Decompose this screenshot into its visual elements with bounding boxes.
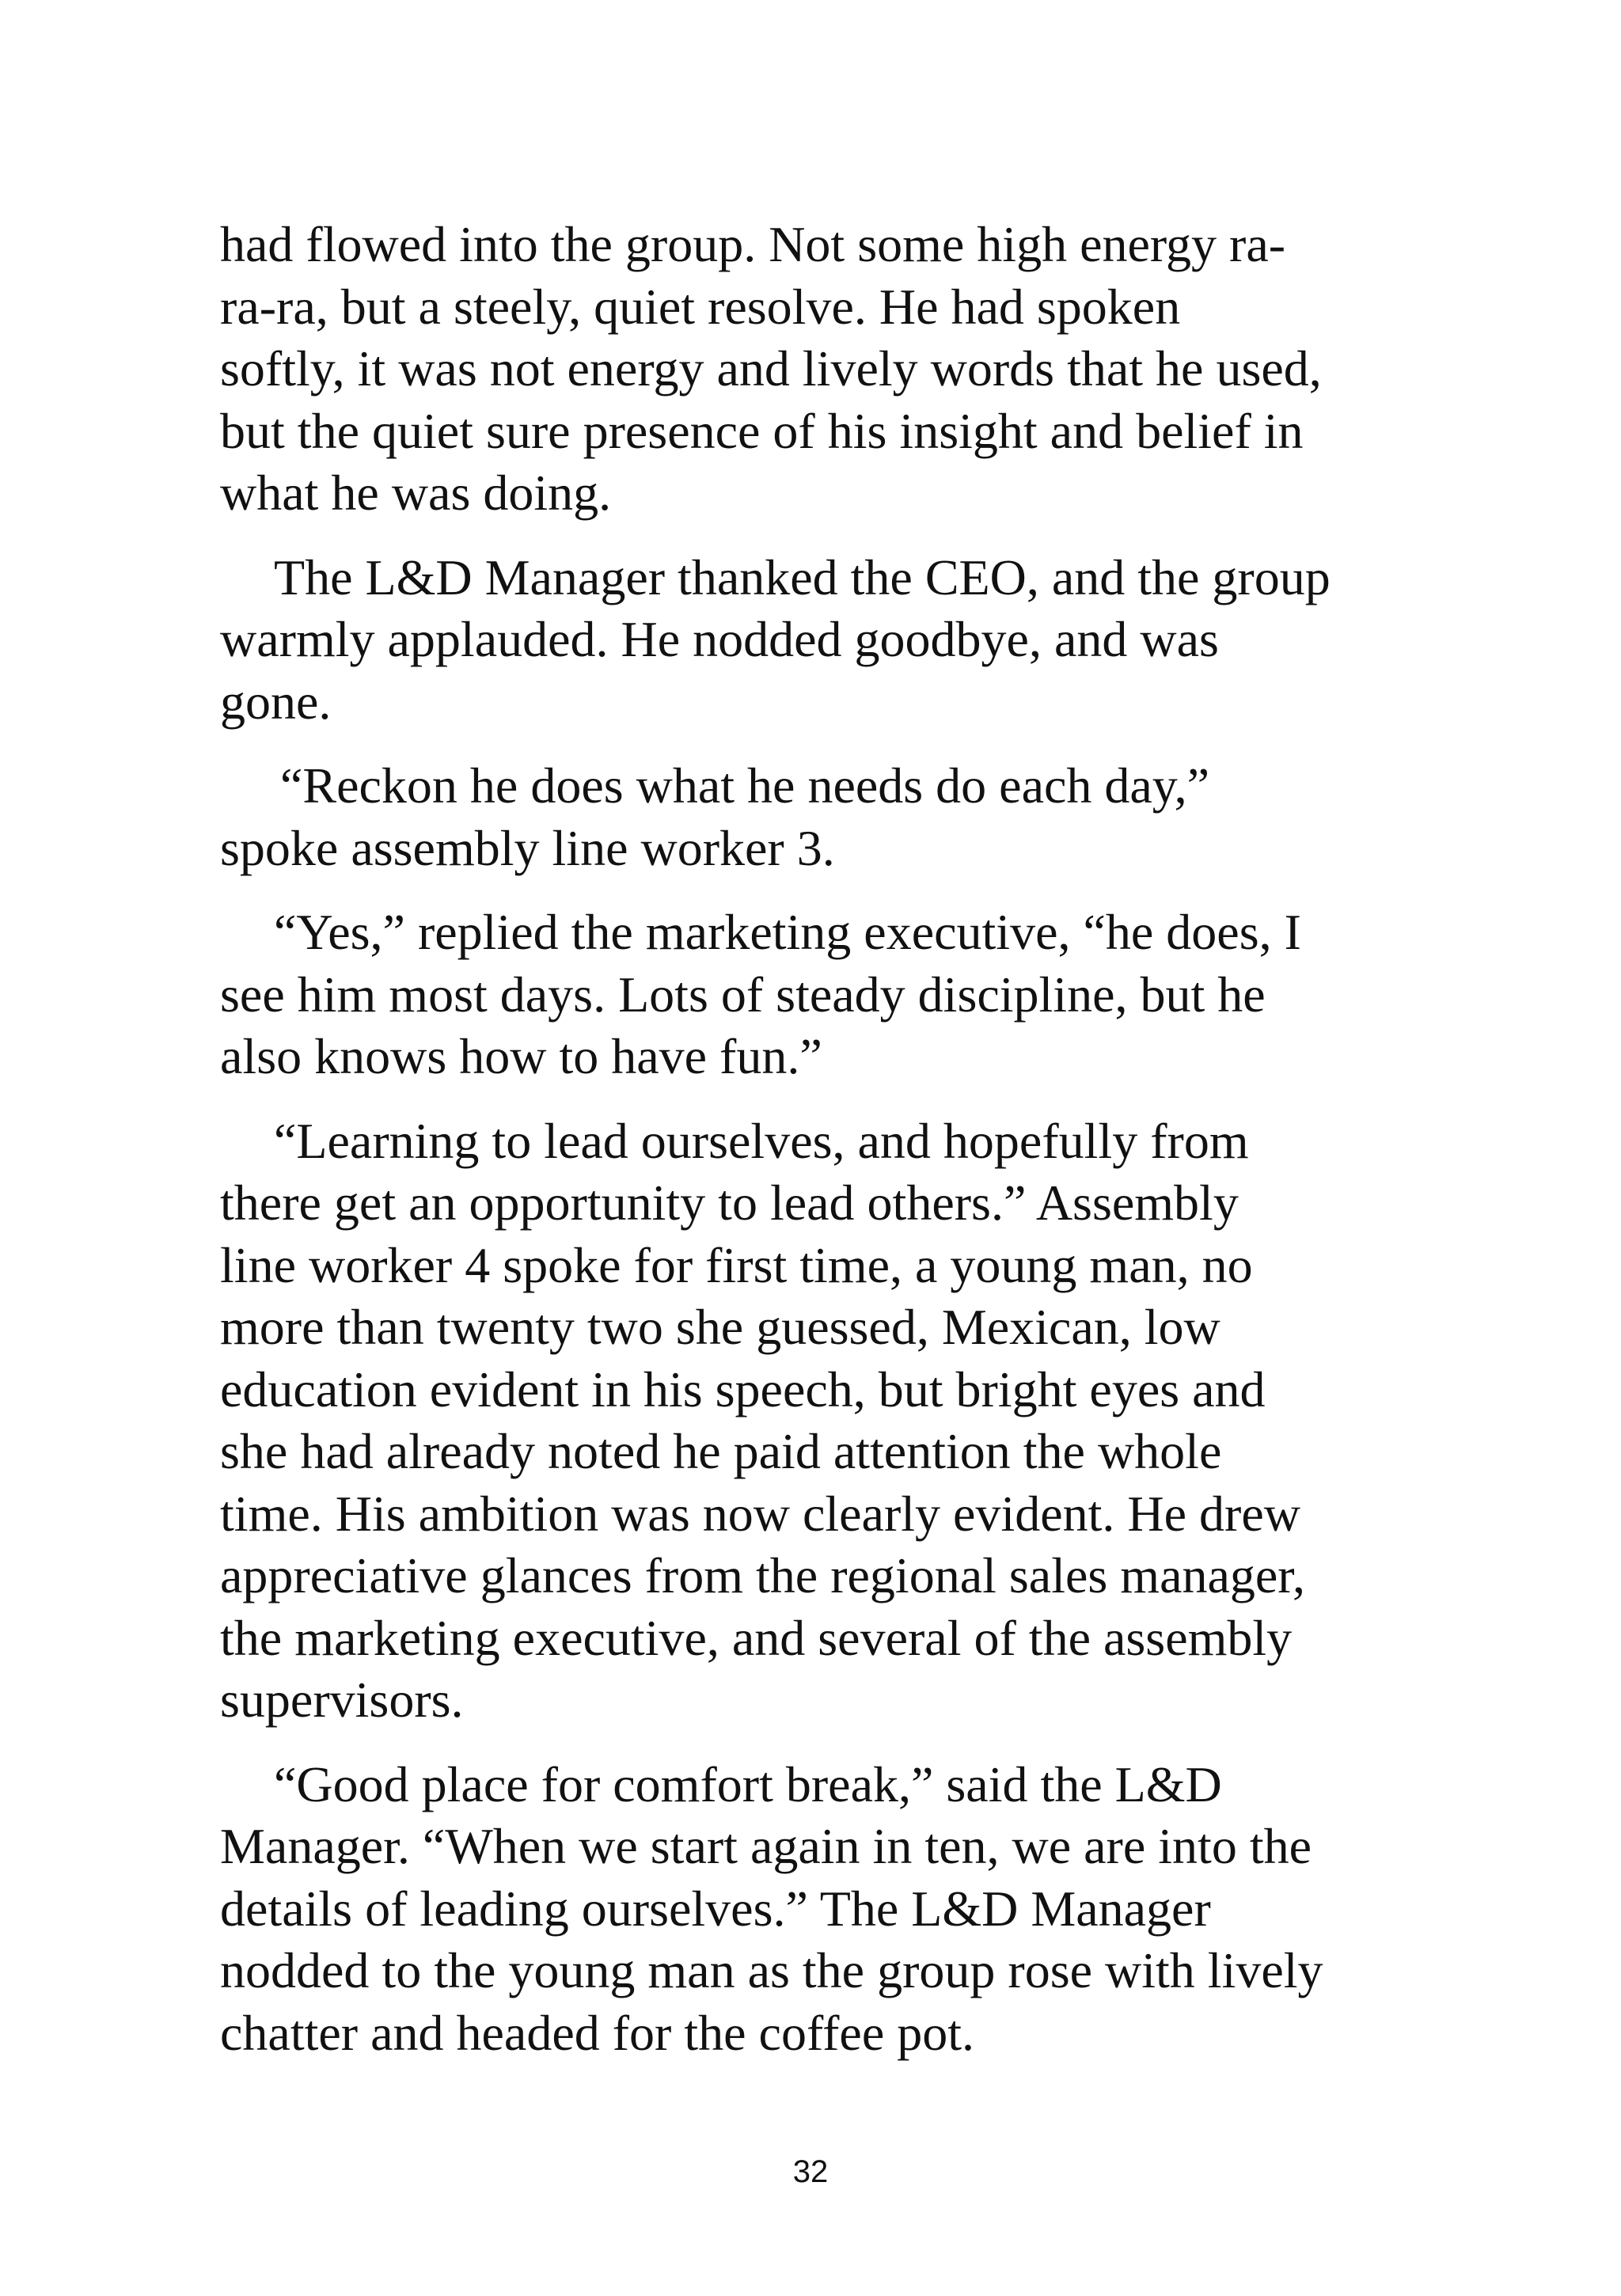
text-line: ra-ra, but a steely, quiet resolve. He had spoken xyxy=(220,278,1181,335)
text-line: supervisors. xyxy=(220,1672,464,1728)
text-line: but the quiet sure presence of his insight and belief in xyxy=(220,402,1304,459)
text-line: details of leading ourselves.” The L&D Manager xyxy=(220,1880,1211,1937)
text-line: also knows how to have fun.” xyxy=(220,1028,822,1084)
text-line: spoke assembly line worker 3. xyxy=(220,819,835,876)
text-line: line worker 4 spoke for first time, a young man, no xyxy=(220,1236,1253,1293)
text-line: appreciative glances from the regional sales manager, xyxy=(220,1547,1306,1603)
text-line: had flowed into the group. Not some high energy ra- xyxy=(220,216,1286,272)
text-line: “Yes,” replied the marketing executive, “he does, I xyxy=(274,904,1301,960)
text-line: the marketing executive, and several of the assembly xyxy=(220,1609,1293,1666)
text-line: gone. xyxy=(220,673,332,730)
body-text xyxy=(220,214,1443,2064)
text-line: softly, it was not energy and lively words that he used, xyxy=(220,340,1322,397)
paragraph-6 xyxy=(220,1754,1443,2065)
text-line: The L&D Manager thanked the CEO, and the group xyxy=(274,548,1331,605)
text-line: she had already noted he paid attention the whole xyxy=(220,1423,1222,1479)
text-line: education evident in his speech, but bright eyes and xyxy=(220,1361,1266,1417)
text-line: warmly applauded. He nodded goodbye, and was xyxy=(220,611,1219,667)
text-line: see him most days. Lots of steady discipline, but he xyxy=(220,966,1266,1023)
text-line: time. His ambition was now clearly evident. He drew xyxy=(220,1485,1300,1542)
text-line: nodded to the young man as the group rose with lively xyxy=(220,1942,1323,1998)
paragraph-1 xyxy=(220,214,1443,525)
text-line: “Learning to lead ourselves, and hopefully from xyxy=(274,1112,1249,1169)
text-line: what he was doing. xyxy=(220,465,612,521)
paragraph-4 xyxy=(220,901,1443,1088)
text-line: Manager. “When we start again in ten, we are into the xyxy=(220,1818,1312,1874)
text-line: chatter and headed for the coffee pot. xyxy=(220,2004,974,2061)
text-line: “Good place for comfort break,” said the L&D xyxy=(274,1755,1222,1812)
page-number: 32 xyxy=(792,2154,829,2189)
paragraph-5 xyxy=(220,1110,1443,1732)
paragraph-2 xyxy=(220,547,1443,734)
text-line: there get an opportunity to lead others.” Assembly xyxy=(220,1175,1239,1231)
text-line: more than twenty two she guessed, Mexican, low xyxy=(220,1299,1220,1355)
text-line: “Reckon he does what he needs do each day,” xyxy=(280,757,1210,814)
paragraph-3 xyxy=(220,755,1443,879)
